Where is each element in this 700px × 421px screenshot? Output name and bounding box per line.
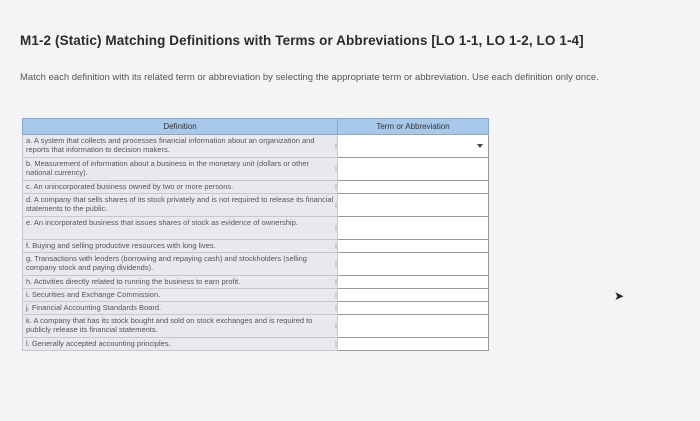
table-row — [23, 181, 489, 194]
term-column-header: Term or Abbreviation — [338, 119, 489, 135]
row-marker — [335, 166, 338, 172]
chevron-down-icon[interactable] — [477, 144, 483, 148]
term-dropdown[interactable] — [338, 158, 489, 181]
term-dropdown[interactable] — [338, 315, 489, 338]
table-row — [23, 158, 489, 181]
term-dropdown[interactable] — [338, 302, 489, 315]
term-dropdown[interactable] — [338, 276, 489, 289]
question-title: M1-2 (Static) Matching Definitions with Terms or Abbreviations [LO 1-1, LO 1-2, LO 1-4] — [20, 33, 584, 48]
term-dropdown[interactable] — [338, 253, 489, 276]
definition-column-header: Definition — [23, 119, 338, 135]
definition-cell: e. An incorporated business that issues shares of stock as evidence of ownership. — [23, 217, 338, 240]
definition-cell: j. Financial Accounting Standards Board. — [23, 302, 338, 315]
term-dropdown[interactable] — [338, 338, 489, 351]
term-dropdown[interactable] — [338, 217, 489, 240]
table-row — [23, 240, 489, 253]
term-dropdown[interactable] — [338, 135, 489, 158]
table-row — [23, 315, 489, 338]
definition-cell: l. Generally accepted accounting principles. — [23, 338, 338, 351]
row-marker — [335, 243, 338, 249]
question-instructions: Match each definition with its related term or abbreviation by selecting the appropriate term or abbreviation. Use each definition only once. — [20, 72, 599, 83]
row-marker — [335, 225, 338, 231]
term-dropdown[interactable] — [338, 240, 489, 253]
definition-cell: d. A company that sells shares of its stock privately and is not required to release its financial statements to the public. — [23, 194, 338, 217]
row-marker — [335, 261, 338, 267]
table-row — [23, 217, 489, 240]
row-marker — [335, 279, 338, 285]
definition-cell: a. A system that collects and processes financial information about an organization and reports that information to decision makers. — [23, 135, 338, 158]
table-row — [23, 289, 489, 302]
definition-cell: h. Activities directly related to running the business to earn profit. — [23, 276, 338, 289]
table-row — [23, 253, 489, 276]
term-dropdown[interactable] — [338, 181, 489, 194]
table-row — [23, 276, 489, 289]
term-dropdown[interactable] — [338, 194, 489, 217]
mouse-cursor-icon: ➤ — [614, 289, 625, 303]
table-row — [23, 194, 489, 217]
table-row — [23, 135, 489, 158]
definition-cell: k. A company that has its stock bought and sold on stock exchanges and is required to publicly release its financial statements. — [23, 315, 338, 338]
row-marker — [335, 143, 338, 149]
row-marker — [335, 341, 338, 347]
table-row — [23, 302, 489, 315]
definition-cell: c. An unincorporated business owned by two or more persons. — [23, 181, 338, 194]
table-header-row — [23, 119, 489, 135]
definition-cell: g. Transactions with lenders (borrowing and repaying cash) and stockholders (selling company stock and paying dividends). — [23, 253, 338, 276]
term-dropdown[interactable] — [338, 289, 489, 302]
definition-cell: i. Securities and Exchange Commission. — [23, 289, 338, 302]
row-marker — [335, 305, 338, 311]
row-marker — [335, 202, 338, 208]
definition-cell: b. Measurement of information about a business in the monetary unit (dollars or other national currency). — [23, 158, 338, 181]
row-marker — [335, 184, 338, 190]
table-row — [23, 338, 489, 351]
matching-table — [22, 118, 489, 351]
row-marker — [335, 323, 338, 329]
definition-cell: f. Buying and selling productive resources with long lives. — [23, 240, 338, 253]
row-marker — [335, 292, 338, 298]
